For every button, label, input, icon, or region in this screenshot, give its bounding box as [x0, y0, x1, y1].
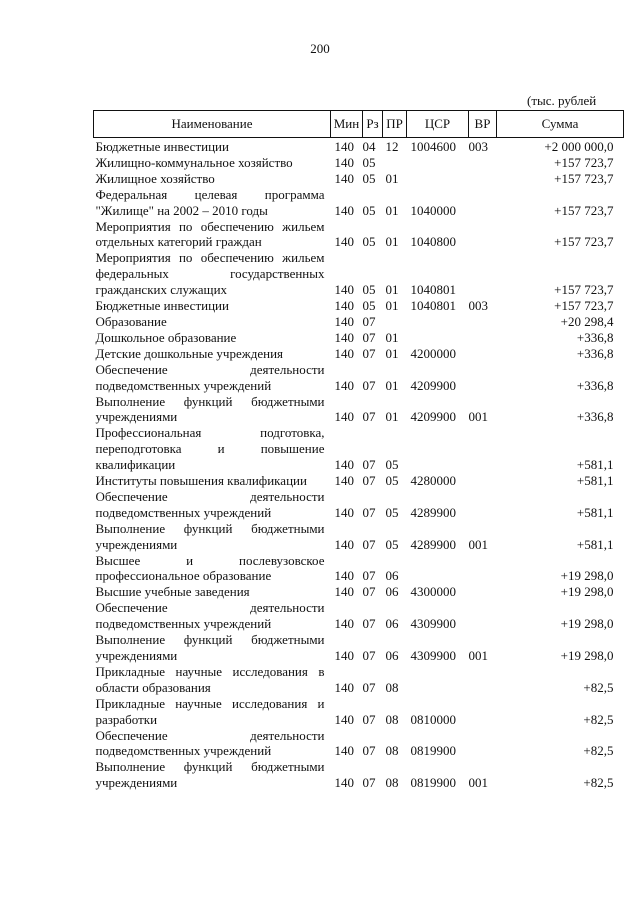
- cell-csr: [407, 553, 469, 585]
- cell-vr: [469, 584, 497, 600]
- cell-csr: 4309900: [410, 648, 456, 663]
- cell-min: 140: [334, 711, 354, 727]
- cell-min: 140: [334, 536, 354, 552]
- cell-sum: +157 723,7: [554, 282, 614, 298]
- cell-sum: +581,1: [576, 536, 614, 552]
- cell-rz: 04: [362, 139, 376, 154]
- cell-pr: 06: [385, 584, 399, 600]
- cell-pr: 06: [385, 648, 399, 663]
- cell-pr: [383, 155, 407, 171]
- cell-pr: 01: [385, 298, 399, 314]
- cell-name: Институты повышения квалификации: [95, 473, 307, 489]
- cell-min: 140: [334, 473, 354, 489]
- table-row: [94, 632, 624, 664]
- cell-vr: [469, 155, 497, 171]
- cell-vr: 001: [468, 409, 488, 425]
- cell-rz: 05: [362, 234, 376, 250]
- cell-vr: [469, 664, 497, 696]
- cell-vr: [469, 553, 497, 585]
- cell-sum: +82,5: [583, 711, 614, 727]
- cell-sum: +581,1: [576, 473, 614, 489]
- header-csr: ЦСР: [407, 111, 469, 138]
- cell-name: Высшие учебные заведения: [95, 584, 250, 600]
- cell-name: Высшее и послевузовское профессиональное образование: [95, 552, 325, 584]
- cell-min: 140: [334, 457, 354, 473]
- cell-csr: 4209900: [410, 377, 456, 393]
- cell-pr: 08: [385, 743, 399, 759]
- table-row: [94, 759, 624, 791]
- table-row: [94, 362, 624, 394]
- cell-sum: +19 298,0: [560, 648, 614, 663]
- cell-name: Прикладные научные исследования и разработки: [95, 695, 325, 727]
- table-row: [94, 664, 624, 696]
- cell-csr: 1040801: [410, 298, 456, 314]
- cell-vr: 003: [468, 298, 488, 314]
- cell-rz: 05: [362, 202, 376, 218]
- cell-sum: +336,8: [576, 409, 614, 425]
- cell-sum: +157 723,7: [554, 170, 614, 186]
- cell-vr: [469, 696, 497, 728]
- cell-name: Прикладные научные исследования в области образования: [95, 663, 325, 695]
- cell-sum: +2 000 000,0: [544, 139, 614, 154]
- cell-pr: 01: [385, 329, 399, 345]
- cell-name: Выполнение функций бюджетными учреждениями: [95, 632, 325, 663]
- table-row: [94, 219, 624, 251]
- cell-vr: 001: [468, 648, 488, 663]
- cell-rz: 07: [362, 345, 376, 361]
- cell-csr: 1040800: [410, 234, 456, 250]
- cell-name: Обеспечение деятельности подведомственных учреждений: [95, 488, 325, 520]
- cell-rz: 07: [362, 409, 376, 425]
- table-row: [94, 600, 624, 632]
- cell-vr: [469, 362, 497, 394]
- cell-csr: [407, 330, 469, 346]
- table-row: [94, 425, 624, 473]
- table-row: [94, 553, 624, 585]
- cell-pr: 05: [385, 457, 399, 473]
- cell-pr: 01: [385, 234, 399, 250]
- table-row: [94, 394, 624, 426]
- cell-pr: 06: [385, 616, 399, 632]
- table-row: [94, 187, 624, 219]
- cell-csr: [407, 171, 469, 187]
- cell-vr: [469, 425, 497, 473]
- cell-csr: 4289900: [410, 536, 456, 552]
- cell-min: 140: [334, 329, 354, 345]
- cell-name: Обеспечение деятельности подведомственных учреждений: [95, 727, 325, 759]
- cell-csr: 1004600: [410, 139, 456, 154]
- cell-pr: 01: [385, 202, 399, 218]
- header-rz: Рз: [363, 111, 383, 138]
- cell-pr: 01: [385, 377, 399, 393]
- cell-csr: 0810000: [410, 711, 456, 727]
- cell-name: Дошкольное образование: [95, 329, 237, 345]
- cell-pr: 01: [385, 409, 399, 425]
- cell-csr: 0819900: [410, 743, 456, 759]
- cell-name: Детские дошкольные учреждения: [95, 345, 284, 361]
- cell-csr: 4309900: [410, 616, 456, 632]
- cell-rz: 07: [362, 536, 376, 552]
- cell-min: 140: [334, 743, 354, 759]
- table-row: [94, 314, 624, 330]
- cell-rz: 07: [362, 584, 376, 600]
- cell-name: Обеспечение деятельности подведомственных учреждений: [95, 600, 325, 632]
- cell-csr: 1040801: [410, 282, 456, 298]
- cell-rz: 07: [362, 377, 376, 393]
- header-min: Мин: [331, 111, 363, 138]
- cell-sum: +19 298,0: [560, 568, 614, 584]
- cell-rz: 07: [362, 473, 376, 489]
- cell-rz: 07: [362, 313, 376, 329]
- cell-sum: +20 298,4: [560, 313, 614, 329]
- cell-vr: 001: [468, 536, 488, 552]
- cell-name: Образование: [95, 313, 167, 329]
- cell-csr: 4280000: [410, 473, 456, 489]
- cell-csr: 1040000: [410, 202, 456, 218]
- cell-name: Жилищно-коммунальное хозяйство: [95, 154, 293, 170]
- table-row: [94, 489, 624, 521]
- table-body: [94, 138, 624, 792]
- table-row: [94, 171, 624, 187]
- cell-pr: 08: [385, 775, 399, 791]
- cell-min: 140: [334, 298, 354, 314]
- cell-vr: 001: [468, 775, 488, 791]
- cell-rz: 07: [362, 457, 376, 473]
- cell-csr: 0819900: [410, 775, 456, 791]
- table-row: [94, 138, 624, 155]
- table-row: [94, 155, 624, 171]
- cell-pr: 05: [385, 473, 399, 489]
- cell-rz: 07: [362, 616, 376, 632]
- cell-sum: +19 298,0: [560, 616, 614, 632]
- cell-vr: [469, 219, 497, 251]
- cell-min: 140: [334, 154, 354, 170]
- cell-vr: [469, 473, 497, 489]
- cell-vr: [469, 728, 497, 760]
- cell-vr: [469, 250, 497, 298]
- cell-csr: [407, 314, 469, 330]
- cell-rz: 07: [362, 743, 376, 759]
- cell-csr: [407, 664, 469, 696]
- table-row: [94, 696, 624, 728]
- cell-vr: [469, 330, 497, 346]
- cell-pr: 08: [385, 711, 399, 727]
- cell-name: Мероприятия по обеспечению жильем отдельных категорий граждан: [95, 218, 325, 250]
- cell-min: 140: [334, 202, 354, 218]
- cell-name: Обеспечение деятельности подведомственных учреждений: [95, 361, 325, 393]
- table-header-row: [94, 111, 624, 138]
- cell-min: 140: [334, 170, 354, 186]
- cell-name: Выполнение функций бюджетными учреждениями: [95, 393, 325, 425]
- cell-min: 140: [334, 616, 354, 632]
- cell-csr: 4200000: [410, 345, 456, 361]
- cell-sum: +19 298,0: [560, 584, 614, 600]
- cell-pr: 01: [385, 170, 399, 186]
- cell-min: 140: [334, 584, 354, 600]
- cell-rz: 07: [362, 775, 376, 791]
- header-sum: Сумма: [497, 111, 624, 138]
- table-row: [94, 250, 624, 298]
- cell-vr: [469, 187, 497, 219]
- cell-min: 140: [334, 775, 354, 791]
- cell-rz: 05: [362, 298, 376, 314]
- cell-min: 140: [334, 679, 354, 695]
- table-row: [94, 298, 624, 314]
- cell-sum: +82,5: [583, 743, 614, 759]
- table-row: [94, 584, 624, 600]
- table-row: [94, 521, 624, 553]
- table-row: [94, 330, 624, 346]
- header-name: Наименование: [94, 111, 331, 138]
- cell-sum: +336,8: [576, 345, 614, 361]
- header-vr: ВР: [469, 111, 497, 138]
- cell-name: Мероприятия по обеспечению жильем федеральных государственных гражданских служащих: [95, 250, 325, 298]
- cell-rz: 07: [362, 329, 376, 345]
- units-label: (тыс. рублей: [527, 93, 597, 108]
- cell-rz: 05: [362, 170, 376, 186]
- cell-sum: +581,1: [576, 457, 614, 473]
- cell-pr: 01: [385, 345, 399, 361]
- cell-sum: +157 723,7: [554, 298, 614, 314]
- cell-csr: [407, 155, 469, 171]
- cell-name: Профессиональная подготовка, переподготовка и повышение квалификации: [95, 425, 325, 473]
- cell-rz: 07: [362, 568, 376, 584]
- cell-min: 140: [334, 234, 354, 250]
- cell-pr: 01: [385, 282, 399, 298]
- cell-name: Бюджетные инвестиции: [95, 139, 229, 154]
- cell-min: 140: [334, 139, 354, 154]
- cell-min: 140: [334, 377, 354, 393]
- cell-min: 140: [334, 282, 354, 298]
- cell-min: 140: [334, 504, 354, 520]
- cell-name: Выполнение функций бюджетными учреждениями: [95, 520, 325, 552]
- cell-sum: +82,5: [583, 775, 614, 791]
- cell-vr: [469, 171, 497, 187]
- cell-min: 140: [334, 648, 354, 663]
- cell-csr: [407, 425, 469, 473]
- cell-rz: 07: [362, 679, 376, 695]
- cell-vr: [469, 489, 497, 521]
- cell-pr: [383, 314, 407, 330]
- cell-vr: [469, 600, 497, 632]
- budget-table: [93, 110, 624, 791]
- cell-name: Федеральная целевая программа "Жилище" на 2002 – 2010 годы: [95, 186, 325, 218]
- cell-sum: +157 723,7: [554, 234, 614, 250]
- cell-pr: 05: [385, 504, 399, 520]
- cell-min: 140: [334, 313, 354, 329]
- cell-sum: +581,1: [576, 504, 614, 520]
- cell-name: Выполнение функций бюджетными учреждениями: [95, 759, 325, 791]
- cell-rz: 05: [362, 154, 376, 170]
- cell-rz: 05: [362, 282, 376, 298]
- header-pr: ПР: [383, 111, 407, 138]
- cell-pr: 05: [385, 536, 399, 552]
- cell-vr: 003: [468, 139, 488, 154]
- cell-sum: +336,8: [576, 377, 614, 393]
- cell-vr: [469, 314, 497, 330]
- cell-vr: [469, 346, 497, 362]
- cell-sum: +82,5: [583, 679, 614, 695]
- cell-pr: 08: [385, 679, 399, 695]
- cell-min: 140: [334, 568, 354, 584]
- cell-min: 140: [334, 345, 354, 361]
- table-row: [94, 728, 624, 760]
- cell-sum: +157 723,7: [554, 154, 614, 170]
- cell-sum: +157 723,7: [554, 202, 614, 218]
- table-row: [94, 473, 624, 489]
- table-row: [94, 346, 624, 362]
- cell-name: Бюджетные инвестиции: [95, 298, 229, 314]
- cell-sum: +336,8: [576, 329, 614, 345]
- cell-name: Жилищное хозяйство: [95, 170, 215, 186]
- cell-min: 140: [334, 409, 354, 425]
- cell-rz: 07: [362, 648, 376, 663]
- cell-rz: 07: [362, 711, 376, 727]
- cell-pr: 06: [385, 568, 399, 584]
- cell-csr: 4300000: [410, 584, 456, 600]
- cell-pr: 12: [385, 139, 399, 154]
- cell-rz: 07: [362, 504, 376, 520]
- cell-csr: 4209900: [410, 409, 456, 425]
- page-number: 200: [310, 41, 330, 56]
- cell-csr: 4289900: [410, 504, 456, 520]
